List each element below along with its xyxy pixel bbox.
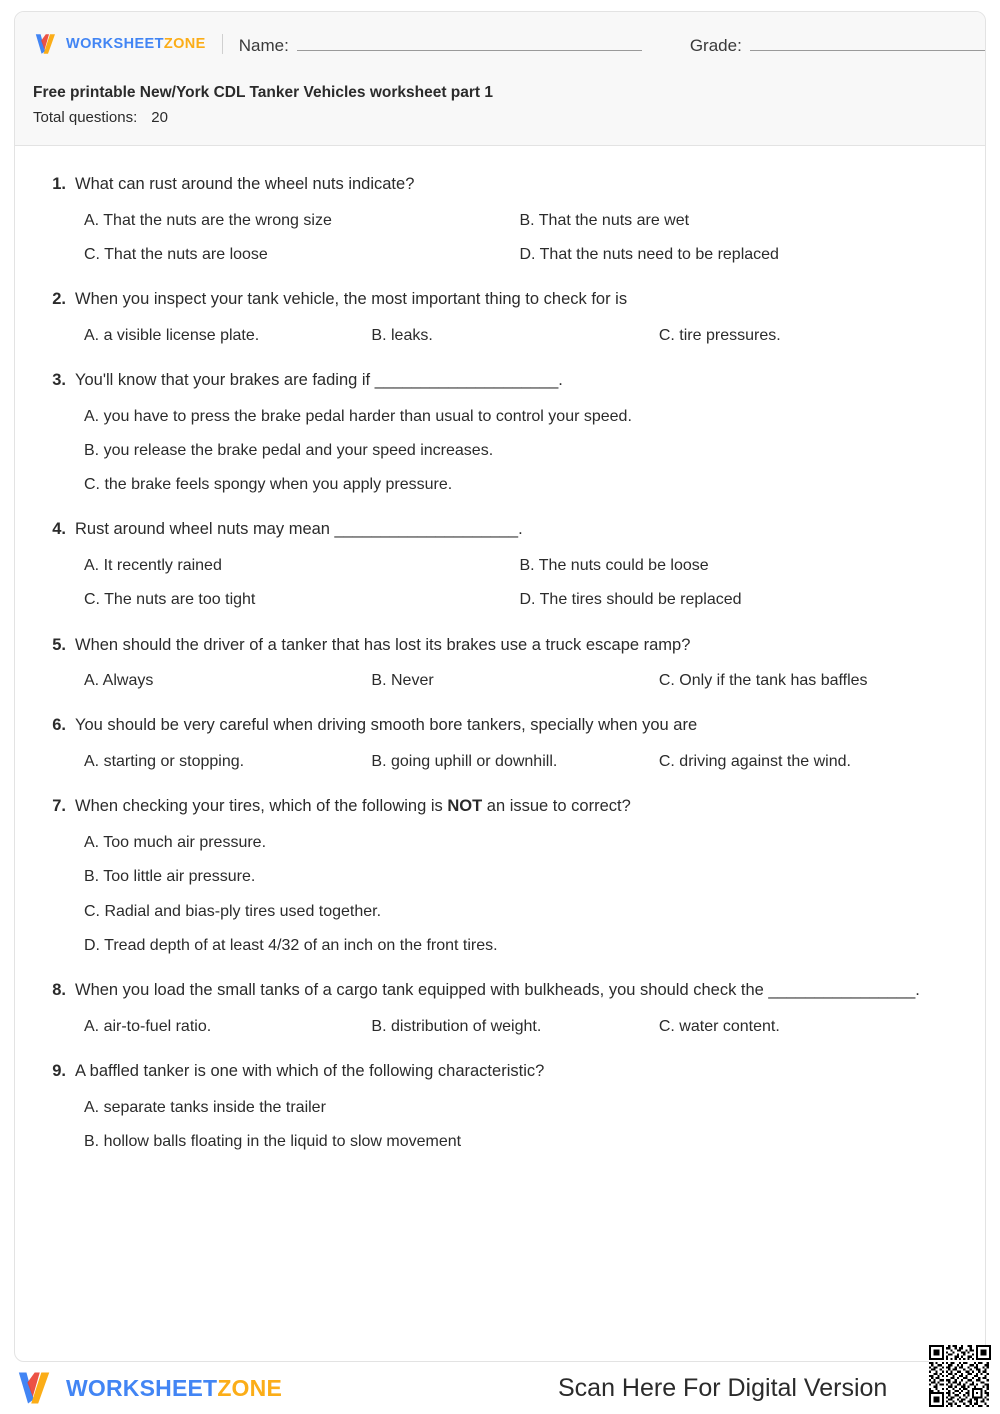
- option-c[interactable]: C. water content.: [658, 1017, 780, 1035]
- header-brand-text: [66, 37, 206, 52]
- option-row: [84, 669, 955, 692]
- worksheet-title-block: [33, 82, 967, 129]
- question-text: When you load the small tanks of a cargo tank equipped with bulkheads, you should check the ________________.: [75, 980, 920, 999]
- question-text: You'll know that your brakes are fading if ____________________.: [75, 371, 563, 390]
- option-row: [84, 473, 955, 496]
- option-b[interactable]: B. The nuts could be loose: [519, 557, 709, 575]
- question-text: When you inspect your tank vehicle, the most important thing to check for is: [75, 290, 628, 309]
- total-questions-label: Total questions:: [33, 109, 138, 127]
- question-heading: [45, 713, 955, 738]
- option-row: [84, 554, 955, 577]
- brand-name-part-2: ZONE: [217, 1374, 283, 1401]
- option-row: [84, 324, 955, 347]
- question-item: [45, 368, 955, 496]
- option-a[interactable]: A. That the nuts are the wrong size: [84, 211, 332, 229]
- grade-field: [690, 33, 986, 56]
- worksheet-sheet: [14, 11, 986, 1362]
- question-heading: [45, 368, 955, 393]
- question-item: [45, 713, 955, 773]
- question-item: [45, 517, 955, 611]
- option-row: [84, 588, 955, 611]
- option-b[interactable]: B. going uphill or downhill.: [371, 753, 558, 771]
- question-number: 5.: [52, 635, 66, 654]
- option-b[interactable]: B. distribution of weight.: [371, 1017, 542, 1035]
- option-a[interactable]: A. Too much air pressure.: [84, 834, 267, 852]
- worksheet-footer: [0, 1364, 1000, 1414]
- question-options: [45, 324, 955, 347]
- question-options: [45, 669, 955, 692]
- question-heading: [45, 794, 955, 819]
- question-number: 6.: [52, 716, 66, 735]
- option-row: [84, 934, 955, 957]
- option-a[interactable]: A. air-to-fuel ratio.: [84, 1017, 212, 1035]
- questions-list: [15, 146, 985, 1153]
- brand-name-part-2: ZONE: [163, 35, 206, 52]
- question-heading: [45, 1059, 955, 1084]
- question-options: [45, 1096, 955, 1153]
- option-row: [84, 750, 955, 773]
- brand-name-part-1: WORKSHEET: [66, 35, 164, 52]
- question-heading: [45, 172, 955, 197]
- option-a[interactable]: A. It recently rained: [84, 557, 222, 575]
- name-input-line[interactable]: [297, 33, 642, 51]
- worksheet-title: Free printable New/York CDL Tanker Vehicles worksheet part 1: [33, 84, 493, 101]
- question-text-part-1: When checking your tires, which of the following is: [75, 797, 448, 816]
- option-row: [84, 1015, 955, 1038]
- question-number: 7.: [52, 797, 66, 816]
- option-c[interactable]: C. driving against the wind.: [658, 753, 851, 771]
- option-d[interactable]: D. Tread depth of at least 4/32 of an inch on the front tires.: [84, 936, 498, 954]
- question-heading: [45, 978, 955, 1003]
- option-row: [84, 209, 955, 232]
- question-text: What can rust around the wheel nuts indicate?: [75, 175, 415, 193]
- student-identity-row: [33, 28, 967, 60]
- option-d[interactable]: D. The tires should be replaced: [519, 591, 742, 609]
- question-text: [75, 794, 955, 819]
- option-b[interactable]: B. hollow balls floating in the liquid to slow movement: [84, 1132, 462, 1150]
- worksheet-header: [15, 12, 985, 146]
- qr-code-icon[interactable]: [929, 1345, 991, 1407]
- option-b[interactable]: B. Too little air pressure.: [84, 868, 256, 886]
- question-text-emphasis: NOT: [447, 797, 483, 816]
- option-row: [84, 1130, 955, 1153]
- question-item: [45, 978, 955, 1038]
- option-c[interactable]: C. That the nuts are loose: [84, 245, 268, 263]
- name-field: [239, 33, 642, 56]
- question-item: [45, 794, 955, 957]
- question-number: 8.: [52, 980, 66, 999]
- question-number: 2.: [52, 290, 66, 309]
- option-c[interactable]: C. The nuts are too tight: [84, 591, 256, 609]
- question-item: [45, 633, 955, 693]
- option-row: [84, 900, 955, 923]
- option-b[interactable]: B. leaks.: [371, 326, 433, 344]
- option-b[interactable]: B. you release the brake pedal and your speed increases.: [84, 442, 494, 459]
- option-a[interactable]: A. separate tanks inside the trailer: [84, 1098, 326, 1116]
- option-a[interactable]: A. you have to press the brake pedal harder than usual to control your speed.: [84, 407, 632, 425]
- option-c[interactable]: C. tire pressures.: [658, 326, 781, 344]
- option-d[interactable]: D. That the nuts need to be replaced: [519, 245, 779, 263]
- question-heading: [45, 633, 955, 658]
- option-b[interactable]: B. Never: [371, 672, 434, 690]
- question-number: 4.: [52, 520, 66, 539]
- option-row: [84, 243, 955, 266]
- header-divider: [222, 34, 223, 54]
- total-questions: [33, 107, 967, 129]
- question-text: You should be very careful when driving smooth bore tankers, specially when you are: [75, 716, 698, 735]
- option-row: [84, 831, 955, 854]
- question-item: [45, 172, 955, 266]
- option-row: [84, 439, 955, 462]
- question-options: [45, 554, 955, 611]
- footer-brand-text: [66, 1374, 283, 1401]
- question-options: [45, 750, 955, 773]
- question-number: 3.: [52, 371, 66, 390]
- question-options: [45, 831, 955, 957]
- question-options: [45, 405, 955, 497]
- question-text: A baffled tanker is one with which of the following characteristic?: [75, 1061, 545, 1080]
- header-brand-logo: [33, 32, 206, 56]
- total-questions-value: 20: [151, 109, 168, 127]
- question-number: 1.: [52, 175, 66, 193]
- option-c[interactable]: C. Radial and bias-ply tires used together.: [84, 902, 382, 920]
- option-a[interactable]: A. starting or stopping.: [84, 753, 245, 771]
- question-options: [45, 1015, 955, 1038]
- question-options: [45, 209, 955, 266]
- worksheetzone-w-logo-icon: [33, 32, 59, 56]
- option-row: [84, 865, 955, 888]
- option-row: [84, 405, 955, 428]
- question-text: When should the driver of a tanker that has lost its brakes use a truck escape ramp?: [75, 635, 691, 654]
- option-row: [84, 1096, 955, 1119]
- name-label: Name:: [238, 35, 289, 55]
- option-b[interactable]: B. That the nuts are wet: [519, 211, 690, 229]
- question-number: 9.: [52, 1061, 66, 1080]
- question-text: Rust around wheel nuts may mean ____________________.: [75, 520, 523, 539]
- option-a[interactable]: A. Always: [84, 672, 154, 690]
- footer-brand-logo: [14, 1369, 282, 1407]
- brand-name-part-1: WORKSHEET: [66, 1374, 218, 1401]
- worksheetzone-w-logo-icon: [14, 1369, 56, 1407]
- question-heading: [45, 517, 955, 542]
- question-heading: [45, 287, 955, 312]
- grade-label: Grade:: [689, 35, 742, 55]
- grade-input-line[interactable]: [750, 33, 986, 51]
- question-item: [45, 287, 955, 347]
- question-item: [45, 1059, 955, 1153]
- scan-instruction-text: Scan Here For Digital Version: [558, 1374, 888, 1402]
- option-a[interactable]: A. a visible license plate.: [84, 326, 260, 344]
- question-text-part-2: an issue to correct?: [482, 797, 631, 816]
- option-c[interactable]: C. Only if the tank has baffles: [658, 672, 868, 690]
- option-c[interactable]: C. the brake feels spongy when you apply pressure.: [84, 476, 453, 494]
